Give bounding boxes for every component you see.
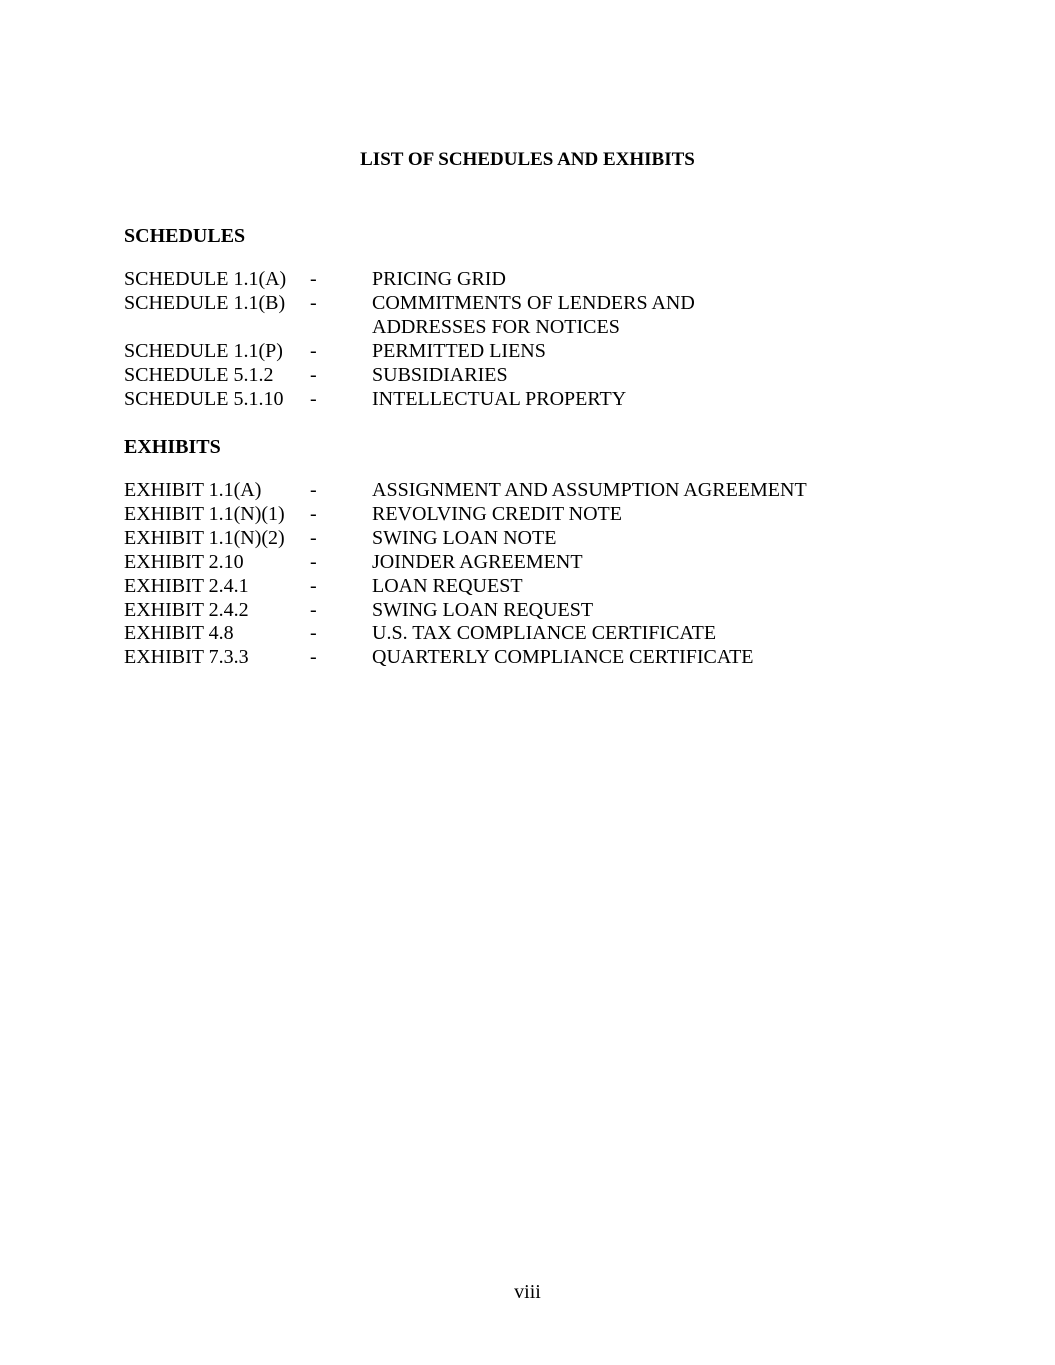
schedule-entry-dash: - — [310, 387, 317, 410]
exhibit-entry-code: EXHIBIT 2.4.1 — [124, 574, 249, 597]
schedule-entry-description — [372, 268, 924, 292]
exhibit-entry — [124, 503, 924, 527]
schedule-entry-code: SCHEDULE 1.1(B) — [124, 291, 286, 314]
schedule-entry-code: SCHEDULE 5.1.10 — [124, 387, 284, 410]
exhibit-entry-description — [372, 646, 924, 670]
page-title: LIST OF SCHEDULES AND EXHIBITS — [360, 149, 695, 170]
schedules-heading: SCHEDULES — [124, 225, 246, 247]
exhibit-entry-description — [372, 503, 924, 527]
schedule-entry-description-line: INTELLECTUAL PROPERTY — [372, 387, 627, 410]
exhibit-entry-description — [372, 479, 924, 503]
exhibit-entry-description-line: LOAN REQUEST — [372, 574, 523, 597]
schedule-entry-dash: - — [310, 291, 317, 314]
exhibit-entry-dash: - — [310, 526, 317, 549]
exhibit-entry-code: EXHIBIT 1.1(N)(1) — [124, 502, 285, 525]
exhibit-entry-dash: - — [310, 550, 317, 573]
schedule-entry-description — [372, 388, 924, 412]
exhibit-entry — [124, 599, 924, 623]
exhibit-entry-code: EXHIBIT 1.1(A) — [124, 479, 262, 501]
schedule-entry-description-line: PRICING GRID — [372, 268, 506, 290]
schedule-entry-description-line: SUBSIDIARIES — [372, 363, 508, 386]
exhibit-entry — [124, 622, 924, 646]
schedule-entry-code: SCHEDULE 5.1.2 — [124, 363, 274, 386]
exhibit-entry-description-line: QUARTERLY COMPLIANCE CERTIFICATE — [372, 646, 754, 669]
schedule-entry-description-line: COMMITMENTS OF LENDERS AND — [372, 291, 695, 314]
exhibit-entry-dash: - — [310, 479, 317, 501]
page-number: viii — [514, 1281, 541, 1303]
schedule-entry-description — [372, 340, 924, 364]
exhibit-entry-code: EXHIBIT 4.8 — [124, 622, 234, 645]
exhibit-entry-description-line: ASSIGNMENT AND ASSUMPTION AGREEMENT — [372, 479, 807, 501]
exhibit-entry — [124, 575, 924, 599]
schedule-entry — [124, 364, 924, 388]
exhibit-entry-dash: - — [310, 598, 317, 621]
exhibit-entry-code: EXHIBIT 2.4.2 — [124, 598, 249, 621]
exhibit-entry-description-line: REVOLVING CREDIT NOTE — [372, 502, 622, 525]
schedule-entry-description — [372, 364, 924, 388]
schedule-entry — [124, 388, 924, 412]
exhibit-entry-code: EXHIBIT 1.1(N)(2) — [124, 526, 285, 549]
schedule-entry-description — [372, 292, 924, 340]
exhibit-entry-description — [372, 551, 924, 575]
schedule-list — [124, 268, 924, 411]
schedule-entry — [124, 340, 924, 364]
schedule-entry — [124, 268, 924, 292]
schedule-entry-dash: - — [310, 363, 317, 386]
schedule-entry-dash: - — [310, 268, 317, 290]
schedule-entry-description-line: PERMITTED LIENS — [372, 339, 546, 362]
exhibit-entry-description — [372, 622, 924, 646]
exhibit-entry — [124, 479, 924, 503]
exhibit-entry-description — [372, 599, 924, 623]
schedule-entry-code: SCHEDULE 1.1(A) — [124, 268, 287, 290]
exhibit-entry-description — [372, 527, 924, 551]
schedule-entry — [124, 292, 924, 340]
exhibit-entry-dash: - — [310, 646, 317, 669]
exhibit-entry-dash: - — [310, 502, 317, 525]
exhibit-entry-dash: - — [310, 622, 317, 645]
exhibit-entry-dash: - — [310, 574, 317, 597]
exhibit-entry-description-line: SWING LOAN NOTE — [372, 526, 557, 549]
schedule-entry-dash: - — [310, 339, 317, 362]
exhibit-entry — [124, 551, 924, 575]
exhibit-entry-code: EXHIBIT 2.10 — [124, 550, 244, 573]
exhibit-entry-description — [372, 575, 924, 599]
schedule-entry-code: SCHEDULE 1.1(P) — [124, 339, 283, 362]
exhibit-list — [124, 479, 924, 670]
exhibit-entry — [124, 527, 924, 551]
exhibits-heading: EXHIBITS — [124, 436, 221, 458]
schedule-entry-description-line: ADDRESSES FOR NOTICES — [372, 315, 620, 338]
exhibit-entry-description-line: JOINDER AGREEMENT — [372, 550, 583, 573]
exhibit-entry-code: EXHIBIT 7.3.3 — [124, 646, 249, 669]
exhibit-entry-description-line: SWING LOAN REQUEST — [372, 598, 594, 621]
exhibit-entry-description-line: U.S. TAX COMPLIANCE CERTIFICATE — [372, 622, 717, 645]
exhibit-entry — [124, 646, 924, 670]
